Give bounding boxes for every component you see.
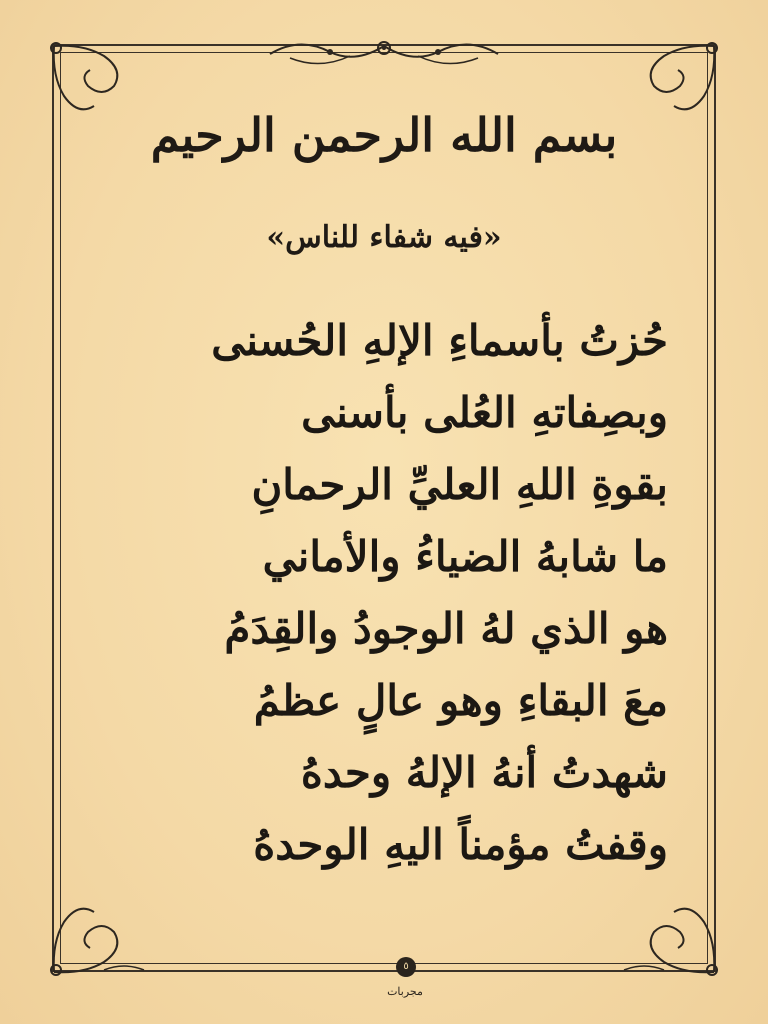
bottom-left-corner-ornament-icon [44,892,154,982]
verse-line: وبصِفاتهِ العُلى بأسنى [301,388,668,437]
verse-line: وقفتُ مؤمناً اليهِ الوحدهُ [253,820,668,869]
verse-list [100,305,668,881]
verse-line: حُزتُ بأسماءِ الإلهِ الحُسنى [211,316,668,365]
top-center-ornament-icon [260,34,508,74]
subtitle-heading: «فيه شفاء للناس» [266,220,502,255]
verse-line: هو الذي لهُ الوجودُ والقِدَمُ [224,604,668,653]
verse-line: بقوةِ اللهِ العليِّ الرحمانِ [251,460,668,509]
page-number-badge: ٥ [396,957,416,977]
footer-mark: مجربات [387,985,423,998]
basmala-heading: بسم الله الرحمن الرحيم [150,108,618,162]
heading-block [90,95,678,263]
verse-line: ما شابهُ الضياءُ والأماني [262,532,668,581]
verse-line: شهدتُ أنهُ الإلهُ وحدهُ [300,748,668,797]
bottom-right-corner-ornament-icon [614,892,724,982]
verse-line: معَ البقاءِ وهو عالٍ عظمُ [253,676,668,725]
